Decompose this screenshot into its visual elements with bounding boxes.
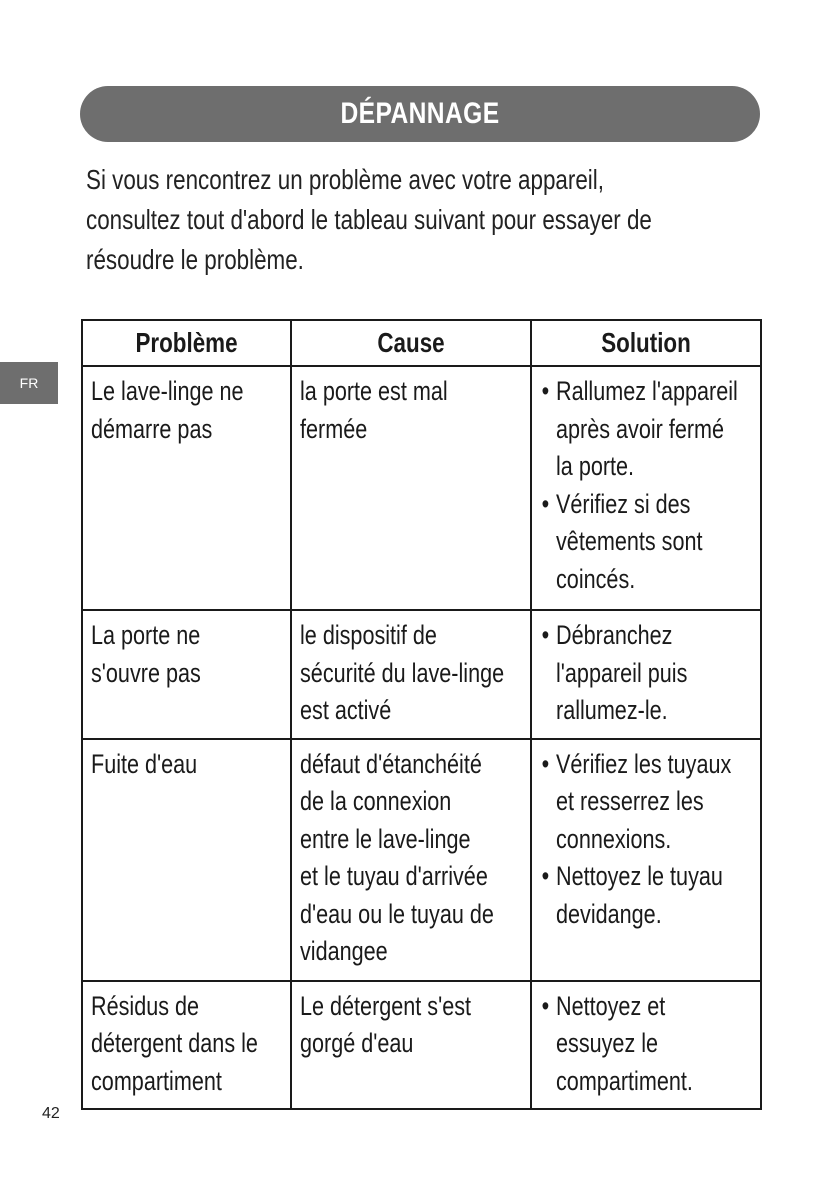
- problem-cell: Résidus de détergent dans le compartiment: [82, 981, 291, 1110]
- intro-line: Si vous rencontrez un problème avec votre appareil,: [86, 164, 604, 195]
- table-row: [82, 610, 761, 739]
- solution-item: • Rallumez l'appareil: [540, 373, 716, 411]
- solution-cell: • Nettoyez et essuyez le compartiment.: [531, 981, 761, 1110]
- language-label: FR: [19, 375, 39, 391]
- troubleshooting-table: [81, 319, 762, 1110]
- solution-item: • Vérifiez si des: [540, 486, 716, 524]
- solution-cell: • Rallumez l'appareil après avoir fermé la porte. • Vérifiez si des vêtements sont coincés.: [531, 366, 761, 610]
- cause-cell: le dispositif de sécurité du lave-linge est activé: [291, 610, 531, 739]
- table-row: [82, 981, 761, 1110]
- page-title: DÉPANNAGE: [340, 97, 500, 130]
- title-banner: [80, 86, 760, 142]
- language-tab: [0, 362, 58, 404]
- header-solution: Solution: [531, 320, 761, 366]
- solution-item: • Vérifiez les tuyaux: [540, 746, 716, 784]
- cause-cell: défaut d'étanchéité de la connexion entre le lave-linge et le tuyau d'arrivée d'eau ou le tuyau de vidangee: [291, 739, 531, 981]
- page-number: 42: [42, 1105, 60, 1122]
- intro-paragraph: [86, 160, 786, 280]
- table-row: [82, 366, 761, 610]
- cause-cell: la porte est mal fermée: [291, 366, 531, 610]
- problem-cell: La porte ne s'ouvre pas: [82, 610, 291, 739]
- solution-cell: • Vérifiez les tuyaux et resserrez les connexions. • Nettoyez le tuyau devidange.: [531, 739, 761, 981]
- solution-cell: • Débranchez l'appareil puis rallumez-le.: [531, 610, 761, 739]
- header-problem: Problème: [82, 320, 291, 366]
- problem-cell: Le lave-linge ne démarre pas: [82, 366, 291, 610]
- header-cause: Cause: [291, 320, 531, 366]
- cause-cell: Le détergent s'est gorgé d'eau: [291, 981, 531, 1110]
- solution-item: • Débranchez: [540, 617, 716, 655]
- solution-item: • Nettoyez le tuyau: [540, 858, 716, 896]
- intro-line: consultez tout d'abord le tableau suivant pour essayer de: [86, 204, 652, 235]
- problem-cell: Fuite d'eau: [82, 739, 291, 981]
- table-header-row: [82, 320, 761, 366]
- intro-line: résoudre le problème.: [86, 244, 304, 275]
- table-row: [82, 739, 761, 981]
- solution-item: • Nettoyez et: [540, 988, 716, 1026]
